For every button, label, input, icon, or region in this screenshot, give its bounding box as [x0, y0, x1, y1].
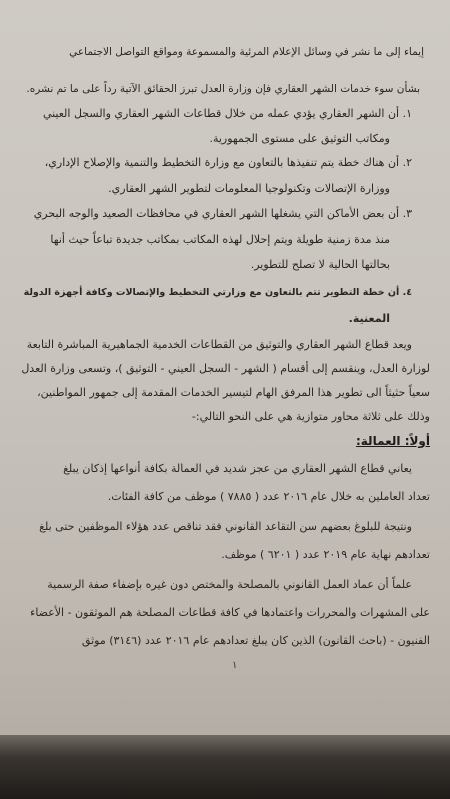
- list-item-line: بحالتها الحالية لا تصلح للتطوير.: [250, 258, 390, 271]
- list-item-line: ١. أن الشهر العقاري يؤدي عمله من خلال قطاعات الشهر العقاري والسجل العيني: [42, 107, 412, 120]
- page-number: ١: [232, 660, 238, 671]
- intro-line: إيماء إلى ما نشر في وسائل الإعلام المرئية والمسموعة ومواقع التواصل الاجتماعي: [69, 46, 424, 58]
- list-item-line: ٤. أن خطة التطوير تتم بالتعاون مع وزارتي التخطيط والإتصالات وكافة أجهزة الدولة: [23, 287, 412, 298]
- paragraph-line: وذلك على ثلاثة محاور متوازية هي على النحو التالي:-: [191, 410, 430, 423]
- list-item-line: ٣. أن بعض الأماكن التي يشغلها الشهر العقاري في محافظات الصعيد والوجه البحري: [33, 207, 412, 220]
- section-line: على المشهرات والمحررات واعتمادها في كافة قطاعات المصلحة هم الموثقون - الأعضاء: [30, 606, 430, 619]
- intro-line: بشأن سوء خدمات الشهر العقاري فإن وزارة العدل تبرز الحقائق الآتية رداً على ما تم نشره.: [26, 83, 420, 95]
- section-line: الفنيون - (باحث القانون) الذين كان يبلغ تعدادهم عام ٢٠١٦ عدد (٣١٤٦) موثق: [81, 634, 430, 647]
- list-item-line: منذ مدة زمنية طويلة ويتم إحلال لهذه المكاتب بمكاتب جديدة تباعاً حيث أنها: [50, 233, 390, 246]
- list-item-line: ومكاتب التوثيق على مستوى الجمهورية.: [209, 132, 390, 145]
- section-line: علماً أن عماد العمل القانوني بالمصلحة والمختص دون غيره بإضفاء صفة الرسمية: [47, 578, 412, 591]
- paragraph-line: ويعد قطاع الشهر العقاري والتوثيق من القطاعات الخدمية الجماهيرية المباشرة التابعة: [26, 338, 412, 351]
- paragraph-line: سعياً حثيثاً الى تطوير هذا المرفق الهام لتيسير الخدمات المقدمة إلى جمهور المواطنين،: [37, 386, 430, 399]
- section-line: تعداد العاملين به خلال عام ٢٠١٦ عدد ( ٧٨٨٥ ) موظف من كافة الفئات.: [107, 490, 430, 503]
- list-item-line: ووزارة الإتصالات وتكنولوجيا المعلومات لتطوير الشهر العقاري.: [108, 182, 390, 195]
- section-heading: أولاً: العمالة:: [355, 434, 430, 448]
- list-item-line: ٢. أن هناك خطة يتم تنفيذها بالتعاون مع وزارة التخطيط والتنمية والإصلاح الإداري،: [44, 156, 412, 169]
- section-line: ونتيجة للبلوغ بعضهم سن التقاعد القانوني فقد تناقص عدد هؤلاء الموظفين حتى بلغ: [39, 520, 412, 533]
- section-line: يعاني قطاع الشهر العقاري من عجز شديد في العمالة بكافة أنواعها إذكان يبلغ: [63, 462, 412, 475]
- paragraph-line: لوزارة العدل، وينقسم إلى أقسام ( الشهر - السجل العيني - التوثيق )، وتسعى وزارة العدل: [21, 362, 430, 375]
- photo-shadow: [0, 735, 450, 799]
- list-item-line: المعنية.: [348, 312, 390, 325]
- section-line: تعدادهم نهاية عام ٢٠١٩ عدد ( ٦٢٠١ ) موظف.: [221, 548, 430, 561]
